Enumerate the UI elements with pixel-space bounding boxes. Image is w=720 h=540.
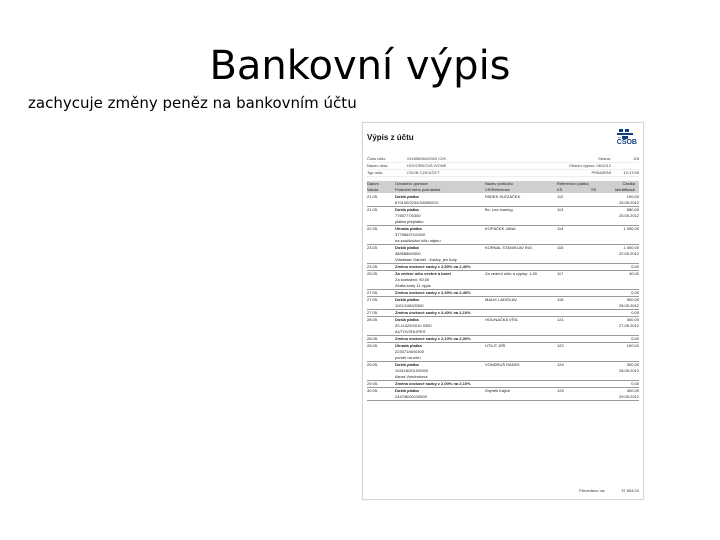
row-line [367, 257, 639, 263]
table-row [367, 297, 639, 310]
row-line [367, 264, 639, 270]
row-reference [557, 264, 591, 270]
row-date: 27.05. [367, 297, 379, 302]
table-header [367, 181, 639, 193]
row-reference: 117 [557, 271, 564, 276]
row-amount: 100,00 [626, 343, 639, 348]
row-counterparty: VONDRUŠ RADEK [485, 362, 520, 367]
row-spacer [485, 374, 557, 380]
bank-statement-image [362, 122, 644, 500]
row-operation: Změna úrokové sazby z 2,40% na 2,40% [395, 290, 471, 295]
row-counterparty: Bc. Lea Ivaning [485, 207, 513, 212]
row-reference: 112 [557, 194, 564, 199]
row-line [367, 200, 639, 206]
row-spacer [367, 394, 395, 400]
header-right-label: Období výpisu: 06/2012 [568, 163, 611, 168]
row-date: 29.05. [367, 362, 379, 367]
row-amount: 300,00 [626, 362, 639, 367]
row-detail: 1101/1083/0300 [395, 303, 424, 308]
table-row [367, 310, 639, 317]
statement-footer [579, 488, 639, 493]
row-date: 23.05. [367, 245, 379, 250]
row-counterparty: HOLINAČKA VÍTA [485, 317, 518, 322]
row-spacer [367, 200, 395, 206]
row-spacer [557, 394, 591, 400]
header-right-value: 2/3 [633, 156, 639, 161]
table-row [367, 336, 639, 343]
row-counterparty [485, 336, 557, 342]
row-detail: 7755777/0300 [395, 213, 421, 218]
row-amount: 300,00 [626, 317, 639, 322]
table-row [367, 226, 639, 245]
footer-value: 37 654,00 [621, 488, 639, 493]
statement-title: Výpis z účtu [367, 133, 414, 142]
table-row [367, 317, 639, 336]
row-spacer [367, 303, 395, 309]
table-row [367, 245, 639, 264]
row-amount: 0,00 [631, 336, 639, 341]
row-spacer [557, 219, 591, 225]
table-row [367, 388, 639, 401]
row-reference: 114 [557, 226, 564, 231]
row-date: 21.05. [367, 207, 379, 212]
row-date2: 22.05.2012 [618, 251, 639, 256]
row-date2 [591, 232, 639, 238]
row-line [367, 329, 639, 335]
row-line [367, 310, 639, 316]
row-amount: 0,00 [631, 290, 639, 295]
slide-subtitle: zachycuje změny peněz na bankovním účtu [28, 94, 357, 112]
column-header: Referenční platba [557, 181, 589, 186]
header-row [367, 170, 639, 177]
row-date: 27.05. [367, 310, 379, 315]
column-header: Částka [622, 181, 635, 186]
header-value: HOVORKOVÁ IVONE [407, 163, 447, 168]
row-detail: 377566371/0300 [395, 232, 426, 237]
row-line [367, 336, 639, 342]
row-spacer [485, 303, 557, 309]
row-detail: 3895886/0300 [395, 251, 421, 256]
row-spacer [485, 219, 557, 225]
header-value: CSOB CZK/ÚČET [407, 170, 440, 175]
row-detail: 2447/8000110500 [395, 394, 427, 399]
row-amount: 300,00 [626, 388, 639, 393]
row-date: 27.05. [367, 290, 379, 295]
row-date2 [591, 277, 639, 283]
row-operation: Změna úrokové sazby z 2,10% na 2,00% [395, 336, 471, 341]
slide-title: Bankovní výpis [209, 43, 511, 89]
table-row [367, 264, 639, 271]
row-spacer [485, 200, 557, 206]
column-header: Označení operace [395, 181, 428, 186]
row-date2: 29.05.2012 [618, 394, 639, 399]
row-counterparty [485, 264, 557, 270]
row-spacer [557, 283, 591, 289]
row-date: 30.05. [367, 388, 379, 393]
row-date: 28.05. [367, 343, 379, 348]
row-date: 21.05. [367, 194, 379, 199]
row-date: 29.05. [367, 381, 379, 386]
row-reference: 124 [557, 362, 564, 367]
row-spacer [367, 238, 395, 244]
row-operation: Došlá platba [395, 207, 419, 212]
row-detail: platba přeplatku [395, 219, 424, 224]
row-counterparty [485, 290, 557, 296]
row-line [367, 290, 639, 296]
row-spacer [557, 257, 591, 263]
table-row [367, 362, 639, 381]
row-operation: Došlá platba [395, 194, 419, 199]
row-line [367, 219, 639, 225]
transaction-list [367, 194, 639, 401]
row-spacer [367, 355, 395, 361]
row-counterparty [485, 381, 557, 387]
statement-header [367, 156, 639, 177]
row-amount: 0,00 [631, 381, 639, 386]
row-operation: Za vedení účtu včetně a karet [395, 271, 451, 276]
column-header: Valuta [367, 187, 379, 192]
table-row [367, 381, 639, 388]
row-line [367, 283, 639, 289]
row-operation: Úhrada platba [395, 343, 422, 348]
row-detail: 104116/2010/0300 [395, 368, 429, 373]
header-right-value: 12:17:09 [623, 170, 639, 175]
row-date2: 25.05.2012 [618, 200, 639, 205]
row-operation: Došlá platba [395, 245, 419, 250]
header-row [367, 156, 639, 163]
row-counterparty: KOPÁČEK JANA [485, 226, 516, 231]
row-spacer [367, 257, 395, 263]
row-date2 [591, 349, 639, 355]
row-spacer [557, 355, 591, 361]
row-line [367, 394, 639, 400]
column-header: Název protiúčtu [485, 181, 513, 186]
row-operation: Změna úrokové sazby z 2,40% na 2,10% [395, 310, 471, 315]
row-reference: 125 [557, 388, 564, 393]
column-header: Identifikace [614, 187, 635, 192]
row-line [367, 238, 639, 244]
table-row [367, 207, 639, 226]
row-spacer [367, 374, 395, 380]
row-reference [557, 336, 591, 342]
row-operation: Došlá platba [395, 388, 419, 393]
row-counterparty: PADEK SLEZÁČEK [485, 194, 521, 199]
row-operation: Změna úrokové sazby z 2,50% na 2,40% [395, 264, 471, 269]
row-detail: 223371/60/0300 [395, 349, 424, 354]
row-spacer [485, 257, 557, 263]
row-line [367, 374, 639, 380]
row-counterparty: KORNAL STANISLAV ING [485, 245, 533, 250]
row-line [367, 355, 639, 361]
row-reference [557, 290, 591, 296]
row-counterparty: UTILIT JIŘÍ [485, 343, 506, 348]
row-amount: 0,00 [631, 264, 639, 269]
row-spacer [557, 200, 591, 206]
row-detail: Ztráta karty 11 výpis [395, 283, 431, 288]
row-amount: 1 000,00 [623, 245, 639, 250]
column-header: KS [557, 187, 563, 192]
row-operation: Úhrada platba [395, 226, 422, 231]
row-amount: 0,00 [631, 310, 639, 315]
row-spacer [485, 283, 557, 289]
row-counterparty: Zbyněk Kajich [485, 388, 511, 393]
header-row [367, 163, 639, 170]
row-counterparty: MALIK LADISLAV [485, 297, 517, 302]
row-detail: Alena Vondrušová [395, 374, 428, 379]
header-label: Typ účtu: [367, 170, 384, 175]
table-row [367, 290, 639, 297]
row-detail: 20-11425/2010 0300 [395, 323, 432, 328]
bank-logo-icon [617, 129, 633, 139]
row-detail: Za kontaktní: 50,00 [395, 277, 430, 282]
header-right-value [611, 163, 639, 169]
header-right-label: Strana: [598, 156, 611, 161]
row-date: 22.05. [367, 226, 379, 231]
row-spacer [557, 238, 591, 244]
row-spacer [485, 355, 557, 361]
column-header: SS [591, 187, 597, 192]
table-row [367, 194, 639, 207]
row-amount: 100,00 [626, 194, 639, 199]
row-spacer [485, 238, 557, 244]
row-reference: 115 [557, 245, 564, 250]
row-line [367, 303, 639, 309]
row-line [367, 381, 639, 387]
bank-logo-text: ČSOB [616, 139, 637, 146]
row-date2: 25.05.2012 [618, 213, 639, 218]
row-spacer [367, 329, 395, 335]
row-amount: 1 050,00 [623, 226, 639, 231]
row-spacer [367, 219, 395, 225]
header-label: Číslo účtu: [367, 156, 386, 161]
header-right-label: PRIMÁRNÍ [591, 170, 611, 175]
row-operation: Došlá platba [395, 317, 419, 322]
row-reference [557, 381, 591, 387]
row-detail: poměr na účtu [395, 355, 421, 360]
row-reference [557, 310, 591, 316]
row-amount: 580,00 [626, 207, 639, 212]
row-detail: 670100/2234/34/085210 [395, 200, 439, 205]
table-row [367, 343, 639, 362]
footer-label: Převedeno na: [579, 488, 606, 493]
row-date: 23.05. [367, 264, 379, 269]
row-date: 28.05. [367, 336, 379, 341]
table-row [367, 271, 639, 290]
row-date: 28.05. [367, 317, 379, 322]
column-header: VS/Reference [485, 187, 510, 192]
row-detail: AUTOVZHLIPES [395, 329, 426, 334]
row-spacer [557, 329, 591, 335]
row-counterparty: Za vedení účtu a výpisy: 1,00 [485, 271, 538, 276]
row-date2: 27.05.2012 [618, 323, 639, 328]
row-reference: 122 [557, 343, 564, 348]
row-reference: 113 [557, 207, 564, 212]
row-date: 25.05. [367, 271, 379, 276]
row-operation: Došlá platba [395, 362, 419, 367]
table-header-row [367, 187, 639, 193]
row-spacer [557, 374, 591, 380]
header-label: Název účtu: [367, 163, 389, 168]
row-spacer [557, 303, 591, 309]
row-spacer [367, 283, 395, 289]
row-spacer [485, 329, 557, 335]
row-reference: 121 [557, 317, 564, 322]
row-reference: 118 [557, 297, 564, 302]
row-spacer [485, 394, 557, 400]
header-value: 241858964/0300 CZK [407, 156, 447, 161]
column-header: Datum [367, 181, 379, 186]
row-date2: 28.05.2012 [618, 368, 639, 373]
row-counterparty [485, 310, 557, 316]
row-detail: Vlastislav Gabriel - Koláry, jen tudy [395, 257, 457, 262]
column-header: Protiúčet nebo poznámka [395, 187, 441, 192]
row-amount: 500,00 [626, 297, 639, 302]
row-operation: Došlá platba [395, 297, 419, 302]
row-amount: 40,00 [628, 271, 639, 276]
row-detail: na zaúčtování účtu nájmu [395, 238, 441, 243]
bank-logo [607, 129, 637, 147]
row-date2: 28.05.2012 [618, 303, 639, 308]
row-operation: Změna úrokové sazby z 2,00% na 2,10% [395, 381, 471, 386]
